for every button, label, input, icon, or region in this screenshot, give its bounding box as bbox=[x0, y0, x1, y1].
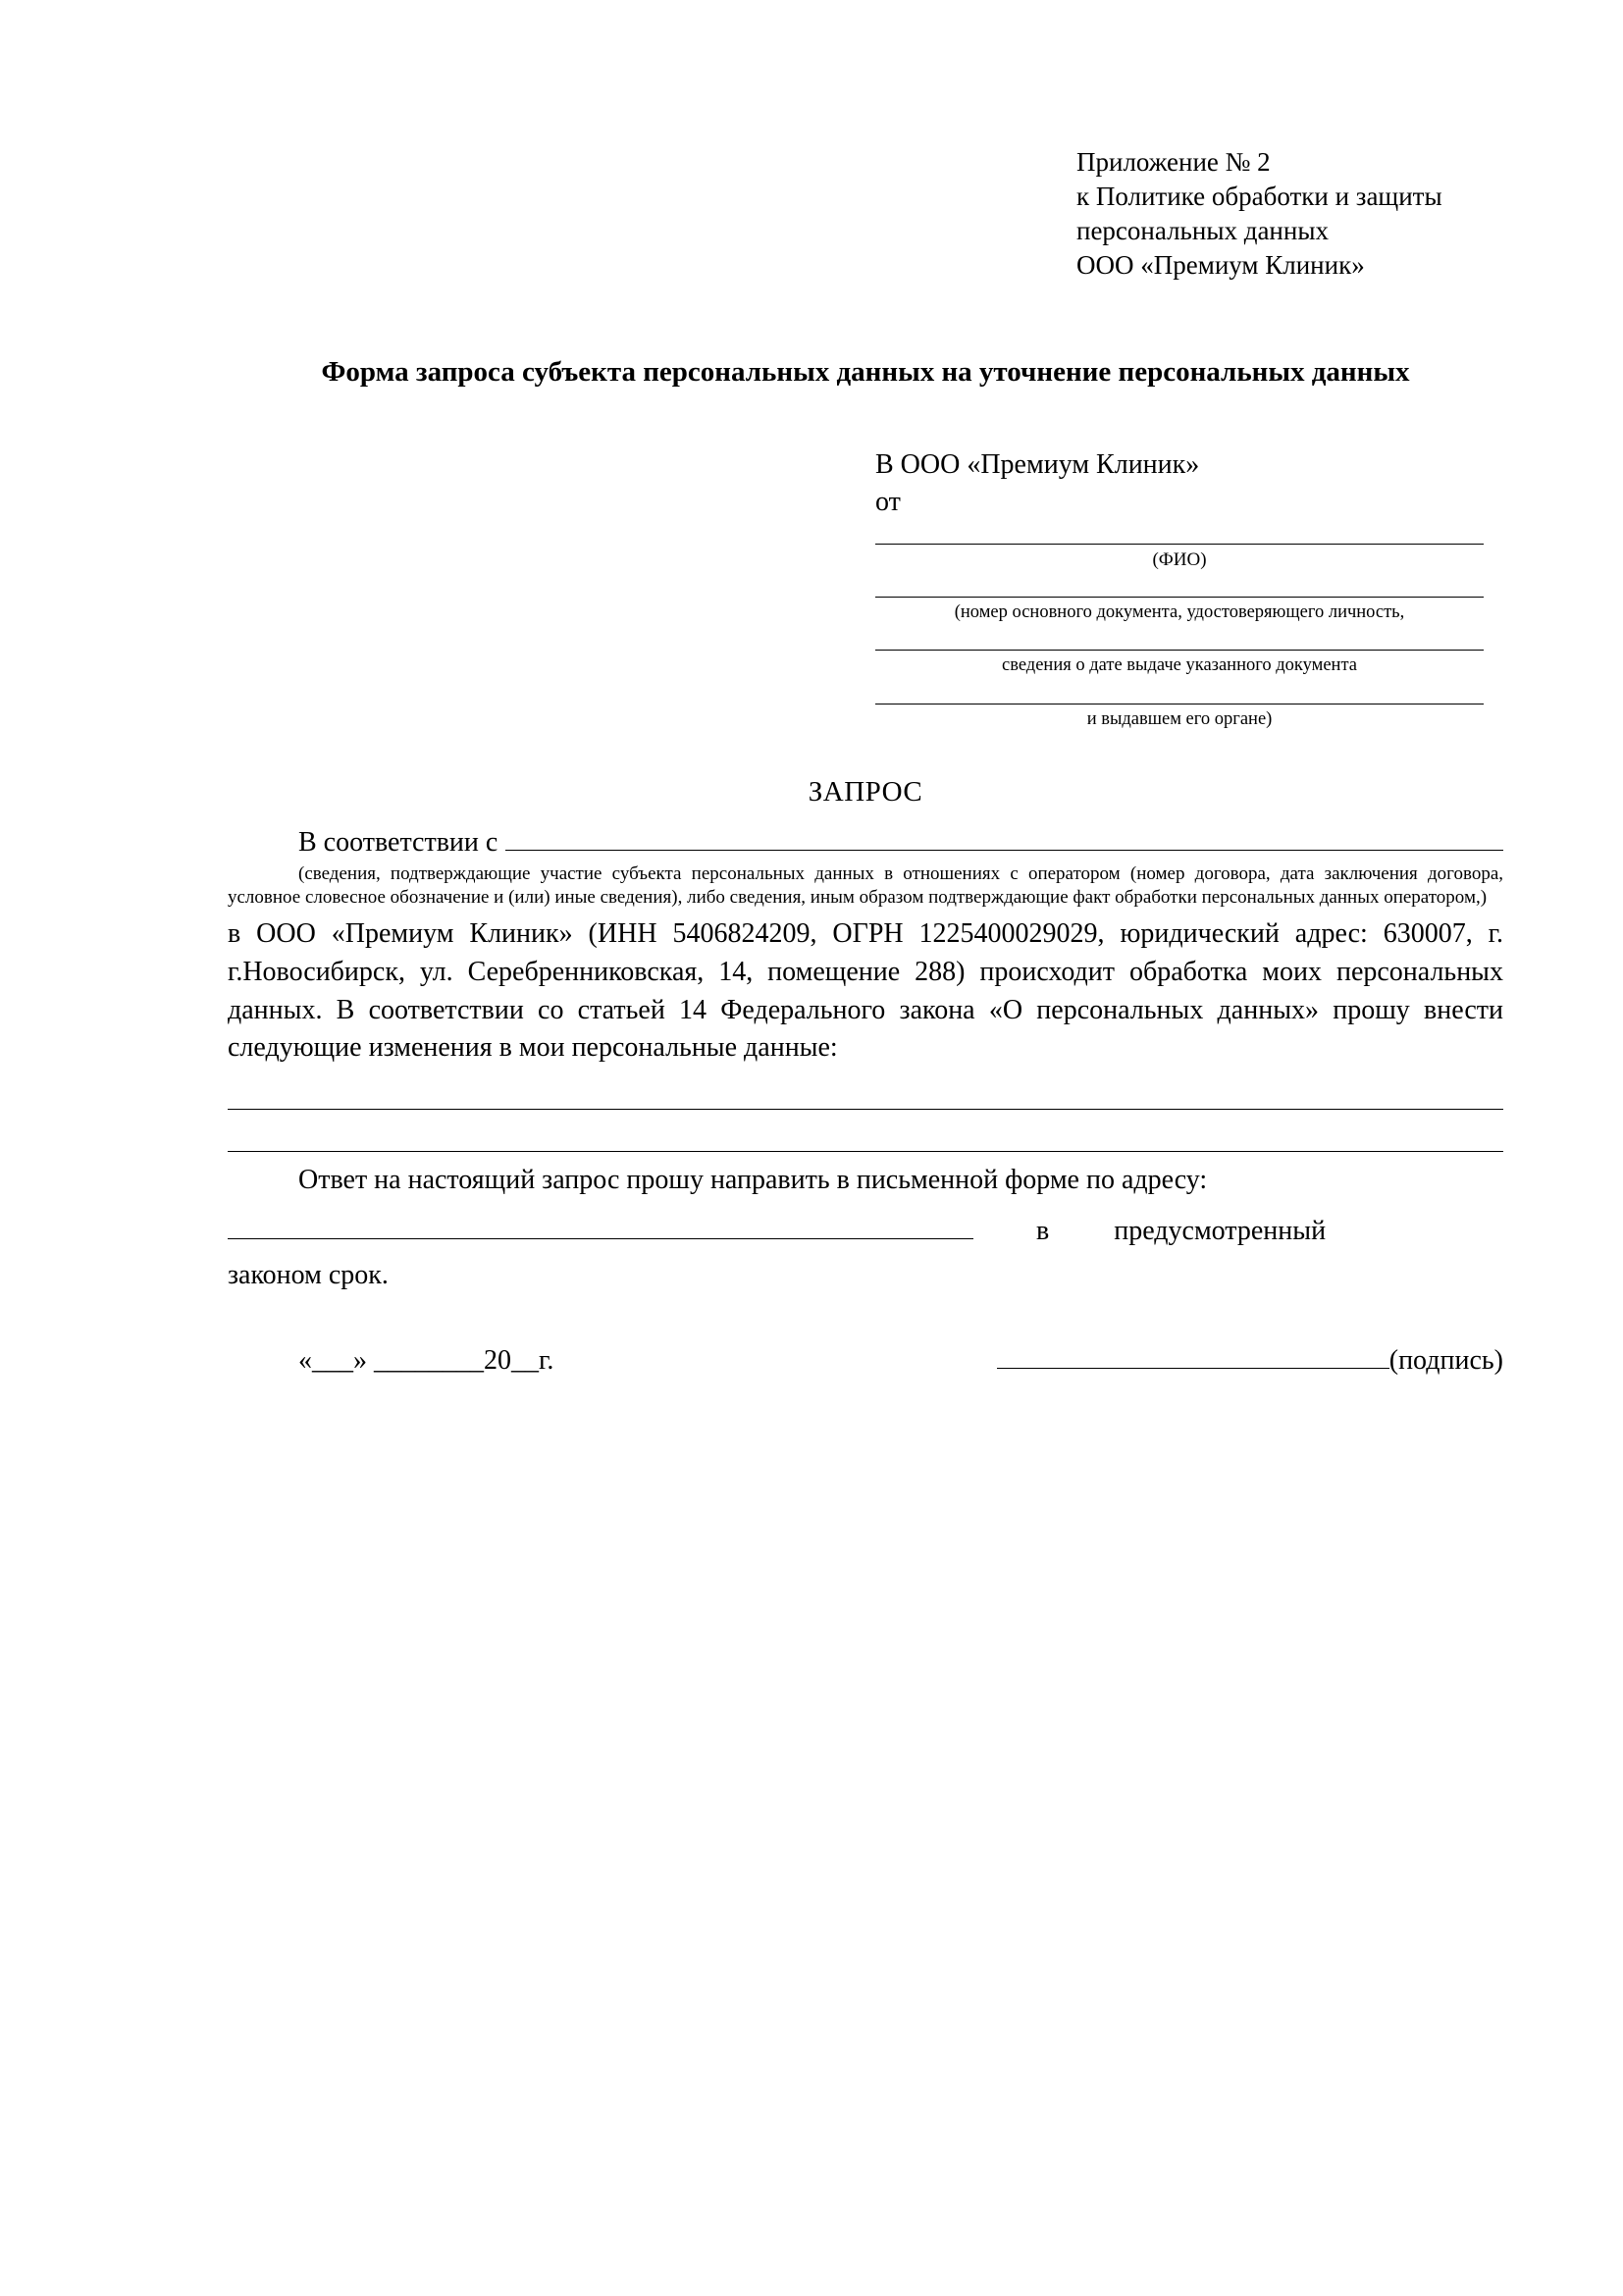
in-accordance-input-line[interactable] bbox=[505, 824, 1503, 851]
document-number-input-line[interactable] bbox=[875, 597, 1484, 598]
addressee-to: В ООО «Премиум Клиник» bbox=[875, 448, 1200, 480]
header-line-4: ООО «Премиум Клиник» bbox=[1076, 250, 1365, 281]
answer-tail-2: законом срок. bbox=[228, 1260, 389, 1291]
date-field[interactable]: «___» ________20__г. bbox=[298, 1345, 554, 1377]
note-text: (сведения, подтверждающие участие субъекта персональных данных в отношениях с оператором (номер договора, дата заключения договора, условное словесное обозначение и (или) иные сведения), либо сведения, иным образом подтверждающие факт обработки персональных данных оператором,) bbox=[228, 862, 1503, 908]
signature-input-line[interactable] bbox=[997, 1342, 1389, 1369]
answer-connector: в bbox=[1036, 1216, 1050, 1247]
signature-label: (подпись) bbox=[1388, 1345, 1503, 1377]
in-accordance-row bbox=[228, 824, 1503, 859]
header-line-3: персональных данных bbox=[1076, 216, 1329, 246]
signature-row bbox=[228, 1342, 1503, 1377]
caption-fio: (ФИО) bbox=[1152, 548, 1207, 570]
caption-document-issuer: и выдавшем его органе) bbox=[1086, 708, 1273, 729]
caption-document-number: (номер основного документа, удостоверяющего личность, bbox=[954, 602, 1405, 623]
answer-tail: предусмотренный bbox=[1114, 1216, 1327, 1247]
fio-input-line[interactable] bbox=[875, 544, 1484, 545]
changes-input-line-1[interactable] bbox=[228, 1109, 1503, 1110]
header-line-1: Приложение № 2 bbox=[1076, 147, 1271, 177]
request-heading: ЗАПРОС bbox=[808, 775, 923, 808]
header-line-2: к Политике обработки и защиты bbox=[1076, 182, 1442, 212]
document-content bbox=[228, 145, 1503, 1377]
addressee-block bbox=[875, 449, 1484, 731]
in-accordance-note bbox=[228, 862, 1503, 911]
answer-paragraph: Ответ на настоящий запрос прошу направить в письменной форме по адресу: bbox=[298, 1164, 1208, 1195]
addressee-from: от bbox=[875, 486, 901, 517]
main-paragraph: в ООО «Премиум Клиник» (ИНН 5406824209, ОГРН 1225400029029, юридический адрес: 630007, г. г.Новосибирск, ул. Серебренниковская, 14, помещение 288) происходит обработка моих персональных данных. В соответствии со статьей 14 Федерального закона «О персональных данных» прошу внести следующие изменения в мои персональные данные: bbox=[228, 918, 1503, 1064]
page-title: Форма запроса субъекта персональных данных на уточнение персональных данных bbox=[321, 356, 1410, 389]
document-header-block bbox=[1076, 145, 1503, 283]
answer-address-input-line[interactable] bbox=[228, 1213, 973, 1239]
document-date-input-line[interactable] bbox=[875, 650, 1484, 651]
changes-input-line-2[interactable] bbox=[228, 1151, 1503, 1152]
in-accordance-label: В соответствии с bbox=[298, 826, 498, 858]
caption-document-date: сведения о дате выдаче указанного документа bbox=[1002, 655, 1357, 676]
answer-address-row bbox=[228, 1213, 1503, 1247]
